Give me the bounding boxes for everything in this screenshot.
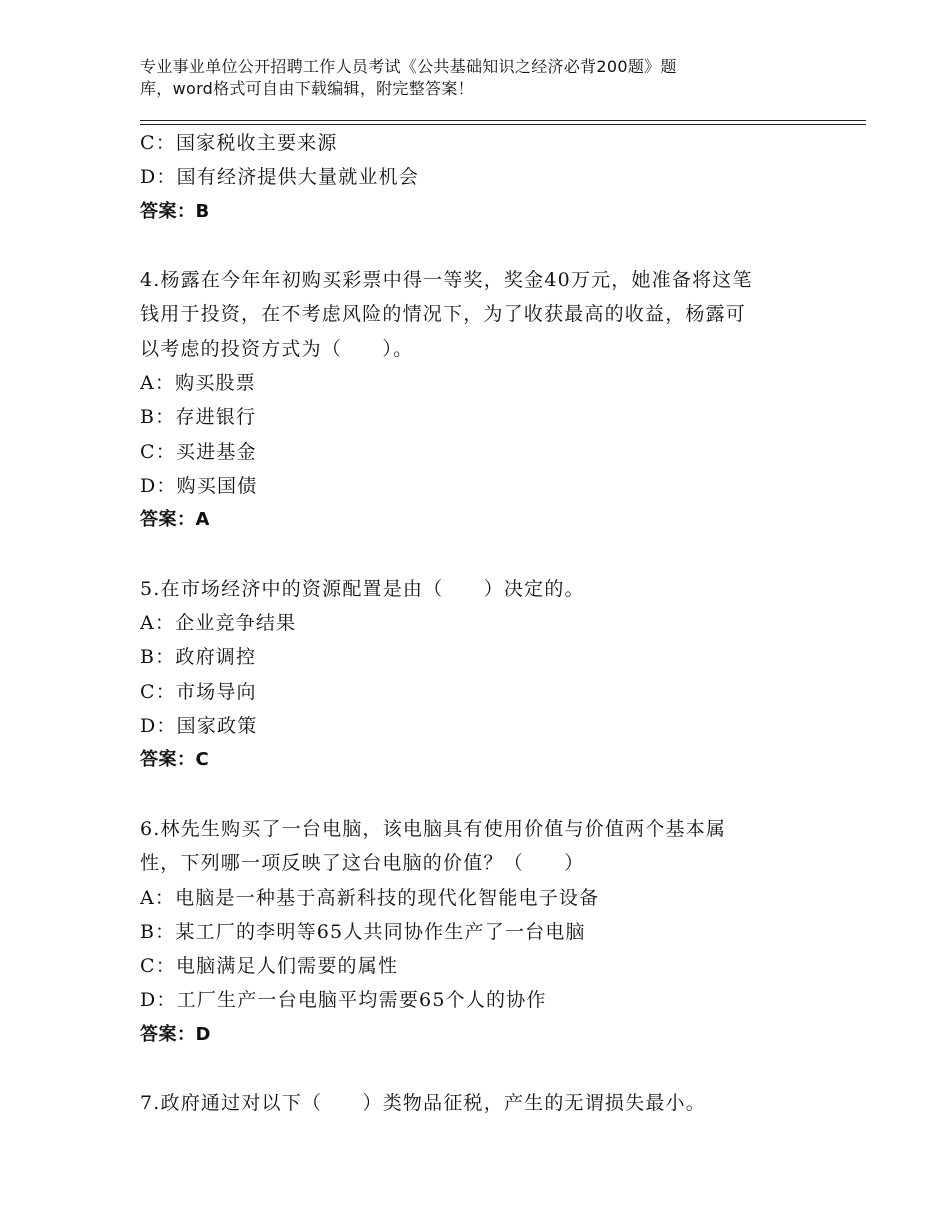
question-line: 6.林先生购买了一台电脑，该电脑具有使用价值与价值两个基本属 — [140, 817, 727, 840]
question-line: C：电脑满足人们需要的属性 — [140, 955, 399, 978]
block-spacer — [140, 778, 820, 812]
block-spacer — [140, 1052, 820, 1086]
question-block — [140, 812, 820, 1086]
question-list — [140, 126, 820, 1121]
question-line: B：某工厂的李明等65人共同协作生产了一台电脑 — [140, 920, 586, 943]
question-line: 5.在市场经济中的资源配置是由（ ）决定的。 — [140, 577, 585, 600]
question-line: D：购买国债 — [140, 474, 258, 497]
question-line: B：政府调控 — [140, 646, 257, 669]
header-rule-thin — [140, 124, 866, 125]
header-rule-thick — [140, 120, 866, 121]
block-spacer — [140, 538, 820, 572]
answer-line: 答案：C — [140, 749, 210, 771]
question-line: C：国家税收主要来源 — [140, 132, 338, 154]
answer-line: 答案：A — [140, 509, 210, 531]
answer-line: 答案：B — [140, 200, 210, 222]
header-line-1: 专业事业单位公开招聘工作人员考试《公共基础知识之经济必背200题》题 — [140, 57, 677, 76]
question-line: B：存进银行 — [140, 406, 257, 429]
question-block — [140, 126, 820, 263]
document-header — [140, 56, 780, 100]
question-line: A：电脑是一种基于高新科技的现代化智能电子设备 — [140, 886, 600, 909]
question-line: 性，下列哪一项反映了这台电脑的价值？（ ） — [140, 852, 585, 875]
question-block — [140, 572, 820, 812]
question-line: 4.杨露在今年年初购买彩票中得一等奖，奖金40万元，她准备将这笔 — [140, 269, 753, 292]
question-line: 钱用于投资，在不考虑风险的情况下，为了收获最高的收益，杨露可 — [140, 303, 747, 326]
question-line: D：国有经济提供大量就业机会 — [140, 166, 420, 189]
question-line: 以考虑的投资方式为（ ）。 — [140, 337, 414, 360]
question-line: A：购买股票 — [140, 372, 256, 395]
question-line: A：企业竞争结果 — [140, 612, 297, 635]
question-line: D：工厂生产一台电脑平均需要65个人的协作 — [140, 989, 547, 1012]
question-block — [140, 263, 820, 572]
question-line: D：国家政策 — [140, 715, 258, 738]
block-spacer — [140, 229, 820, 263]
answer-line: 答案：D — [140, 1023, 211, 1045]
question-block — [140, 1086, 820, 1120]
question-line: C：市场导向 — [140, 680, 257, 703]
question-line: C：买进基金 — [140, 440, 257, 463]
header-line-2: 库，word格式可自由下载编辑，附完整答案！ — [140, 79, 474, 98]
question-line: 7.政府通过对以下（ ）类物品征税，产生的无谓损失最小。 — [140, 1092, 706, 1115]
